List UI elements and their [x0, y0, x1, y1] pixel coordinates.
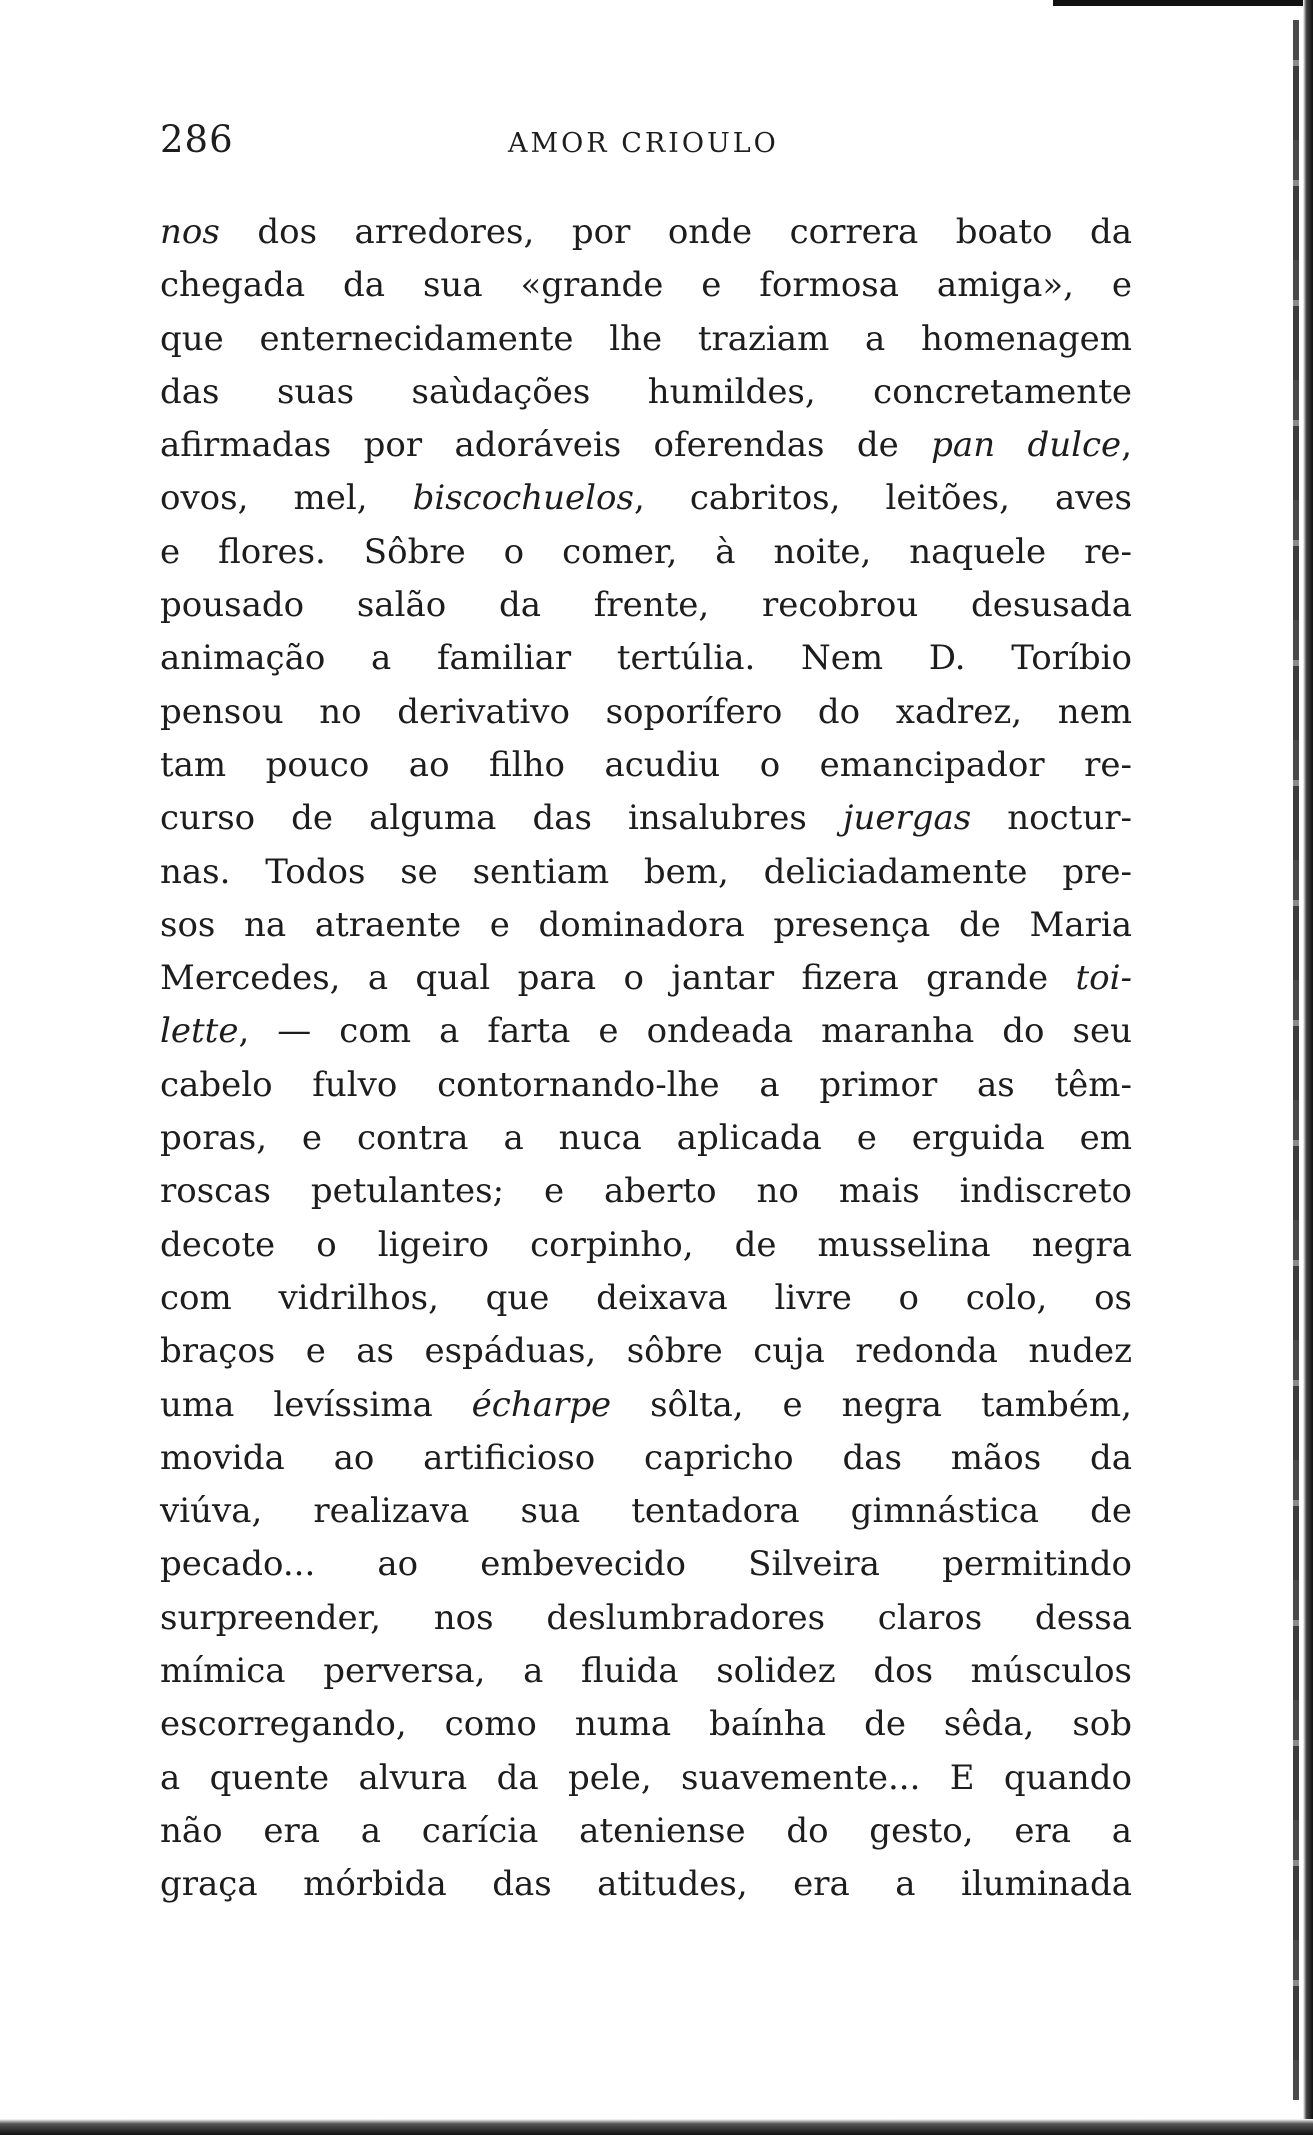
italic-text-segment: juergas: [842, 798, 972, 839]
text-line: [160, 1005, 1132, 1058]
text-line: [160, 419, 1132, 472]
text-segment: animação a familiar tertúlia. Nem D. Toríbio: [160, 638, 1132, 679]
body-text: [160, 206, 1132, 1912]
text-line: [160, 846, 1132, 899]
scan-edge-right: [1303, 0, 1313, 2135]
text-segment: surpreender, nos deslumbradores claros dessa: [160, 1597, 1132, 1638]
text-segment: noctur-: [971, 798, 1132, 839]
text-segment: curso de alguma das insalubres: [160, 798, 843, 839]
text-segment: pousado salão da frente, recobrou desusada: [160, 585, 1132, 626]
text-line: [160, 632, 1132, 685]
text-segment: das suas saùdações humildes, concretamente: [160, 371, 1132, 412]
text-segment: cabelo fulvo contornando-lhe a primor as têm-: [160, 1064, 1132, 1105]
text-segment: afirmadas por adoráveis oferendas de: [160, 425, 932, 466]
text-segment: braços e as espáduas, sôbre cuja redonda nudez: [160, 1331, 1132, 1372]
text-segment: escorregando, como numa baínha de sêda, sob: [160, 1704, 1132, 1745]
text-line: [160, 1485, 1132, 1538]
italic-text-segment: pan dulce: [931, 425, 1122, 466]
text-line: [160, 1272, 1132, 1325]
scan-edge-bottom: [0, 2119, 1313, 2135]
text-segment: graça mórbida das atitudes, era a iluminada: [160, 1864, 1132, 1905]
text-segment: sôlta, e negra também,: [611, 1384, 1132, 1425]
italic-text-segment: nos: [160, 212, 220, 252]
scan-edge-binding: [1293, 20, 1299, 2100]
text-line: [160, 1538, 1132, 1591]
text-segment: movida ao artificioso capricho das mãos da: [160, 1437, 1132, 1478]
text-segment: roscas petulantes; e aberto no mais indiscreto: [160, 1171, 1132, 1212]
text-segment: mímica perversa, a fluida solidez dos músculos: [160, 1651, 1132, 1692]
text-line: [160, 259, 1132, 312]
italic-text-segment: toi-: [1075, 958, 1132, 999]
text-line: [160, 313, 1132, 366]
text-line: [160, 686, 1132, 739]
text-segment: pensou no derivativo soporífero do xadrez, nem: [160, 691, 1132, 732]
text-segment: pecado... ao embevecido Silveira permitindo: [160, 1544, 1132, 1585]
running-title: AMOR CRIOULO: [508, 128, 779, 159]
text-segment: nas. Todos se sentiam bem, deliciadamente pre-: [160, 851, 1132, 892]
text-line: [160, 366, 1132, 419]
text-segment: dos arredores, por onde correra boato da: [219, 212, 1132, 252]
running-head: [160, 118, 1140, 178]
text-segment: a quente alvura da pele, suavemente... E quando: [160, 1757, 1132, 1798]
page-number: 286: [160, 118, 234, 161]
text-line: [160, 1752, 1132, 1805]
text-line: [160, 1592, 1132, 1645]
text-line: [160, 1059, 1132, 1112]
text-segment: ovos, mel,: [160, 478, 413, 519]
text-segment: que enternecidamente lhe traziam a homenagem: [160, 318, 1132, 359]
text-line: [160, 899, 1132, 952]
text-line: [160, 472, 1132, 525]
text-line: [160, 1112, 1132, 1165]
text-line: [160, 1165, 1132, 1218]
text-segment: não era a carícia ateniense do gesto, era a: [160, 1810, 1132, 1851]
text-line: [160, 1805, 1132, 1858]
text-line: [160, 739, 1132, 792]
text-line: [160, 1698, 1132, 1751]
text-segment: chegada da sua «grande e formosa amiga», e: [160, 265, 1132, 306]
text-line: [160, 1432, 1132, 1485]
text-segment: sos na atraente e dominadora presença de Maria: [160, 904, 1132, 945]
text-segment: , — com a farta e ondeada maranha do seu: [238, 1011, 1132, 1052]
text-line: [160, 952, 1132, 1005]
text-segment: viúva, realizava sua tentadora gimnástica de: [160, 1491, 1132, 1532]
text-segment: ,: [1121, 425, 1132, 466]
text-line: [160, 206, 1132, 259]
italic-text-segment: lette: [160, 1011, 239, 1052]
text-line: [160, 579, 1132, 632]
text-segment: e flores. Sôbre o comer, à noite, naquele re-: [160, 531, 1132, 572]
italic-text-segment: biscochuelos: [412, 478, 634, 519]
text-line: [160, 792, 1132, 845]
text-segment: poras, e contra a nuca aplicada e erguida em: [160, 1118, 1132, 1159]
text-segment: Mercedes, a qual para o jantar fizera grande: [160, 958, 1076, 999]
text-line: [160, 526, 1132, 579]
text-segment: , cabritos, leitões, aves: [633, 478, 1132, 519]
text-line: [160, 1219, 1132, 1272]
text-line: [160, 1379, 1132, 1432]
scan-edge-top: [1053, 0, 1313, 6]
text-segment: uma levíssima: [160, 1384, 472, 1425]
text-segment: decote o ligeiro corpinho, de musselina negra: [160, 1224, 1132, 1265]
text-segment: tam pouco ao filho acudiu o emancipador re-: [160, 744, 1132, 785]
text-segment: com vidrilhos, que deixava livre o colo, os: [160, 1277, 1132, 1318]
text-line: [160, 1858, 1132, 1911]
text-line: [160, 1645, 1132, 1698]
text-line: [160, 1325, 1132, 1378]
italic-text-segment: écharpe: [471, 1384, 612, 1425]
